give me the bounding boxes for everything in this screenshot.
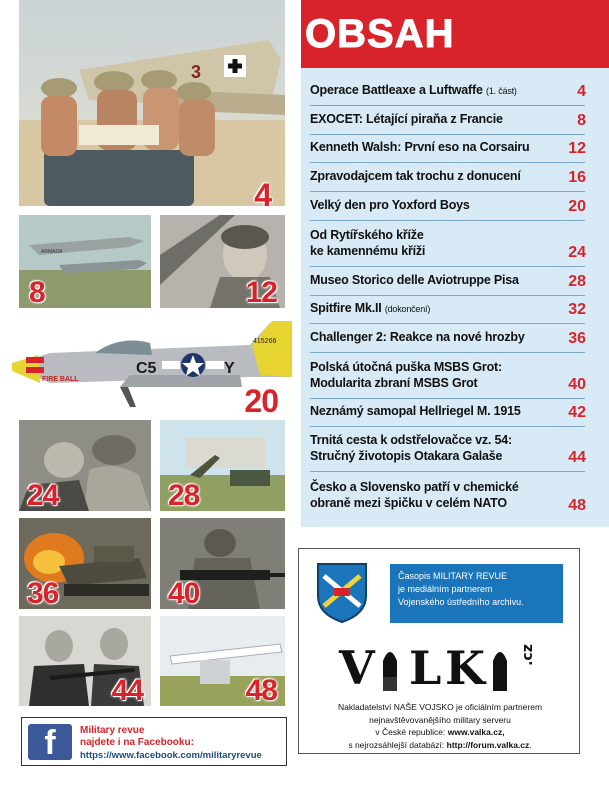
photo-battleaxe-image: [19, 0, 285, 206]
page-number-8: 8: [29, 276, 45, 308]
toc-item-title-line2: Modularita zbraní MSBS Grot: [310, 376, 478, 390]
photo-challenger: [19, 518, 151, 609]
toc-item-title-line2: ke kamennému kříži: [310, 244, 426, 258]
valka-logo-letter-k: K: [445, 641, 485, 695]
partner-info: [299, 701, 581, 751]
toc-item-title-line2: obraně mezi špičku v celém NATO: [310, 496, 507, 510]
photo-chemicka-obrana: [160, 616, 285, 706]
valka-logo-suffix: .cz: [519, 644, 536, 666]
photo-museo-pisa: [160, 420, 285, 511]
partner-box: [298, 548, 580, 754]
partner-line3: Vojenského ústředního archivu.: [398, 597, 524, 607]
toc-item[interactable]: [310, 82, 585, 106]
toc-item-title: EXOCET: Létající piraňa z Francie: [310, 112, 503, 126]
toc-item-page: 36: [568, 330, 586, 347]
toc-item-title: Challenger 2: Reakce na nové hrozby: [310, 330, 525, 344]
page-number-12: 12: [245, 276, 277, 308]
page-number-48: 48: [245, 674, 277, 706]
facebook-url[interactable]: https://www.facebook.com/militaryrevue: [80, 750, 262, 761]
forum-link[interactable]: http://forum.valka.cz: [446, 739, 530, 750]
toc-item[interactable]: [310, 272, 585, 296]
toc-item-title-line1: Česko a Slovensko patří v chemické: [310, 480, 519, 494]
toc-item[interactable]: [310, 479, 585, 519]
partner-line1: Časopis MILITARY REVUE: [398, 571, 508, 581]
toc-item[interactable]: [310, 359, 585, 399]
toc-item-title: Velký den pro Yoxford Boys: [310, 198, 470, 212]
cartridge-icon: [487, 643, 513, 693]
toc-item-title-line1: Trnitá cesta k odstřelovačce vz. 54:: [310, 433, 512, 447]
toc-item[interactable]: [310, 227, 585, 267]
photo-vz54: [19, 616, 151, 706]
toc-item-page: 20: [568, 198, 586, 215]
toc-item[interactable]: [310, 111, 585, 135]
toc-item[interactable]: [310, 139, 585, 163]
plane-code-right: Y: [224, 360, 235, 377]
svg-text:ARMADA: ARMADA: [41, 249, 63, 255]
photo-msbs-grot: [160, 518, 285, 609]
toc-item-title: Operace Battleaxe a Luftwaffe: [310, 83, 483, 97]
toc-item-page: 32: [568, 301, 586, 318]
toc-item[interactable]: [310, 197, 585, 221]
toc-item-title-line2: Stručný životopis Otakara Galaše: [310, 449, 503, 463]
toc-item[interactable]: [310, 329, 585, 353]
plane-serial: 415266: [253, 338, 277, 345]
partner-notice: [390, 564, 563, 623]
partner-info-line3: v České republice:: [375, 727, 448, 737]
toc-item-title: Spitfire Mk.II: [310, 301, 382, 315]
valka-logo-letter-v: V: [339, 641, 375, 695]
photo-walsh: [160, 215, 285, 308]
facebook-icon: f: [28, 724, 72, 760]
toc-item-page: 12: [568, 140, 586, 157]
partner-line2: je mediálním partnerem: [398, 584, 493, 594]
toc-item-page: 48: [568, 497, 586, 514]
toc-item-title: Museo Storico delle Aviotruppe Pisa: [310, 273, 519, 287]
partner-info-line4-end: .: [529, 739, 532, 750]
photo-battleaxe: [19, 0, 285, 206]
toc-item[interactable]: [310, 403, 585, 427]
toc-item-page: 44: [568, 449, 586, 466]
toc-item-title: Zpravodajcem tak trochu z donucení: [310, 169, 521, 183]
toc-item-page: 40: [568, 376, 586, 393]
toc-item[interactable]: [310, 300, 585, 324]
contents-title: OBSAH: [305, 12, 455, 56]
toc-item-note: (dokončení): [384, 304, 431, 314]
photo-rytirsky-kriz: [19, 420, 151, 511]
partner-info-line2: nejnavštěvovanějšího military serveru: [369, 714, 511, 725]
toc-item-note: (1. část): [486, 86, 517, 96]
toc-item-page: 42: [568, 404, 586, 421]
facebook-subtitle: najdete i na Facebooku:: [80, 737, 194, 748]
facebook-title: Military revue: [80, 725, 145, 736]
valka-logo-letter-l: L: [409, 641, 442, 695]
toc-item-page: 28: [568, 273, 586, 290]
toc-item-page: 16: [568, 169, 586, 186]
page-number-40: 40: [168, 577, 200, 609]
toc-item-title-line1: Polská útočná puška MSBS Grot:: [310, 360, 502, 374]
facebook-box: [21, 717, 287, 766]
photo-mustang: [10, 315, 292, 413]
page-number-44: 44: [111, 674, 143, 706]
page-number-36: 36: [27, 577, 59, 609]
toc-item[interactable]: [310, 168, 585, 192]
page-number-24: 24: [27, 479, 59, 511]
page-number-20: 20: [244, 383, 278, 413]
valka-link[interactable]: www.valka.cz,: [447, 727, 505, 737]
toc-item-page: 8: [577, 112, 586, 129]
page-number-28: 28: [168, 479, 200, 511]
partner-info-line1: Nakladatelství NAŠE VOJSKO je oficiálním partnerem: [337, 702, 543, 712]
toc-item-title: Kenneth Walsh: První eso na Corsairu: [310, 140, 530, 154]
toc-item-title-line1: Od Rytířského kříže: [310, 228, 424, 242]
plane-nose-art: FIRE BALL: [42, 376, 79, 383]
toc-item-title: Neznámý samopal Hellriegel M. 1915: [310, 404, 521, 418]
toc-item[interactable]: [310, 432, 585, 472]
photo-exocet: [19, 215, 151, 308]
valka-logo[interactable]: [339, 641, 549, 695]
cartridge-icon: [377, 643, 403, 693]
toc-item-page: 24: [568, 244, 586, 261]
archive-shield-icon: [316, 562, 368, 624]
toc-item-page: 4: [577, 83, 586, 100]
plane-code-left: C5: [136, 360, 157, 377]
svg-text:3: 3: [191, 62, 202, 82]
page-number-4: 4: [254, 177, 271, 206]
partner-info-line4: s nejrozsáhlejší databází:: [348, 739, 447, 750]
